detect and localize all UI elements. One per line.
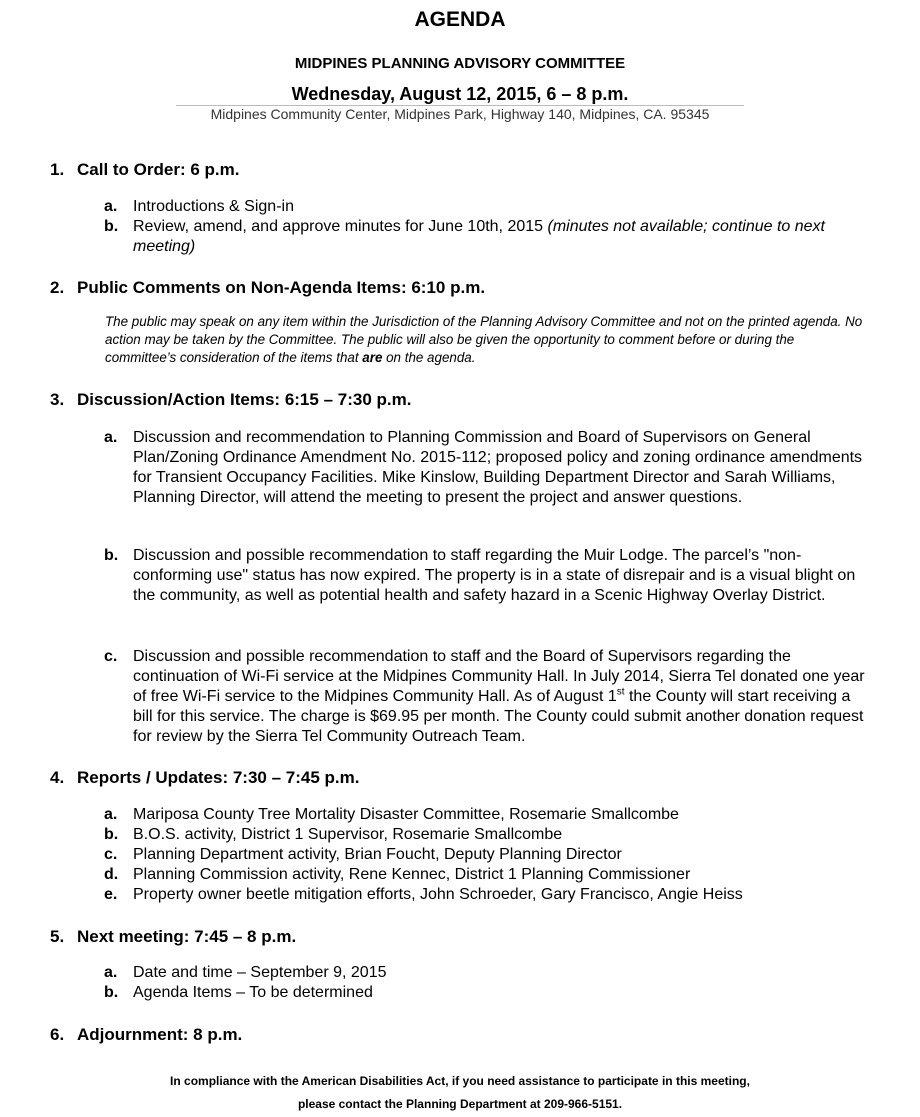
item-letter: b.	[104, 218, 119, 235]
public-comment-note: The public may speak on any item within the Jurisdiction of the Planning Advisory Committee and not on the printed agenda. No action may be taken by the Committee. The public will also be given the opportunity to comment before or during the committee’s consideration of the items that are on the agenda.	[105, 314, 863, 365]
item-text: Planning Department activity, Brian Foucht, Deputy Planning Director	[133, 846, 622, 863]
item-text: B.O.S. activity, District 1 Supervisor, Rosemarie Smallcombe	[133, 826, 563, 843]
section-title: Public Comments on Non-Agenda Items: 6:10 p.m.	[77, 278, 486, 297]
item-letter: a.	[104, 429, 118, 446]
item-letter: c.	[104, 648, 118, 665]
item-letter: e.	[104, 886, 118, 903]
section-reports-updates	[50, 768, 359, 788]
item-text: Mariposa County Tree Mortality Disaster Committee, Rosemarie Smallcombe	[133, 806, 679, 823]
section-next-meeting	[50, 927, 296, 947]
item-letter: b.	[104, 547, 119, 564]
meeting-date: Wednesday, August 12, 2015, 6 – 8 p.m.	[291, 84, 629, 104]
section-title: Discussion/Action Items: 6:15 – 7:30 p.m.	[77, 390, 412, 409]
list-item	[104, 845, 874, 865]
section-title: Reports / Updates: 7:30 – 7:45 p.m.	[77, 768, 360, 787]
section-number: 3.	[50, 390, 65, 409]
item-text: Planning Commission activity, Rene Kennec, District 1 Planning Commissioner	[133, 866, 691, 883]
item-text: Property owner beetle mitigation efforts, John Schroeder, Gary Francisco, Angie Heiss	[133, 886, 743, 903]
note-emphasis: are	[362, 350, 383, 365]
section-number: 1.	[50, 160, 65, 179]
list-item	[104, 963, 874, 983]
list-item	[104, 825, 874, 845]
section-number: 6.	[50, 1025, 65, 1044]
item-text: Introductions & Sign-in	[133, 198, 294, 215]
section-title: Call to Order: 6 p.m.	[77, 160, 240, 179]
superscript: st	[616, 686, 625, 698]
section-title: Next meeting: 7:45 – 8 p.m.	[77, 927, 297, 946]
ada-notice-line-2: please contact the Planning Department at 209-966-5151.	[297, 1097, 623, 1111]
item-letter: b.	[104, 984, 119, 1001]
item-letter: a.	[104, 964, 118, 981]
section-number: 4.	[50, 768, 65, 787]
item-letter: a.	[104, 806, 118, 823]
item-text: Discussion and possible recommendation to staff and the Board of Supervisors regarding the continuation of Wi-Fi service at the Midpines Community Hall. In July 2014, Sierra Tel donated one year of free Wi-Fi service to the Midpines Community Hall. As of August 1	[133, 648, 865, 705]
item-text: Date and time – September 9, 2015	[133, 964, 387, 981]
section-number: 5.	[50, 927, 65, 946]
document-title: AGENDA	[414, 8, 506, 31]
list-item	[104, 428, 874, 508]
list-item	[104, 217, 874, 257]
list-item	[104, 546, 874, 606]
list-item	[104, 885, 874, 905]
item-text: Discussion and recommendation to Planning Commission and Board of Supervisors on General Plan/Zoning Ordinance Amendment No. 2015-112; proposed policy and zoning ordinance amendments for Transient Occupancy Facilities. Mike Kinslow, Building Department Director and Sarah Williams, Planning Director, will attend the meeting to present the project and answer questions.	[133, 429, 863, 506]
committee-name: MIDPINES PLANNING ADVISORY COMMITTEE	[294, 55, 626, 72]
list-item	[104, 865, 874, 885]
list-item	[104, 197, 874, 217]
section-discussion-action	[50, 390, 411, 410]
list-item	[104, 805, 874, 825]
item-italic-note: (minutes not available; continue to next meeting)	[133, 218, 825, 255]
section-adjournment	[50, 1025, 242, 1045]
item-letter: d.	[104, 866, 119, 883]
list-item: c. Discussion and possible recommendation to staff and the Board of Supervisors regarding the continuation of Wi-Fi service at the Midpines Community Hall. In July 2014, Sierra Tel donated one year of free Wi-Fi service to the Midpines Community Hall. As of August 1st the County will start receiving a bill for this service. The charge is $69.95 per month. The County could submit another donation request for review by the Sierra Tel Community Outreach Team.	[104, 648, 865, 745]
item-text: Review, amend, and approve minutes for June 10th, 2015	[133, 218, 548, 235]
section-title: Adjournment: 8 p.m.	[77, 1025, 243, 1044]
item-text: Agenda Items – To be determined	[133, 984, 373, 1001]
item-letter: c.	[104, 846, 118, 863]
section-public-comments	[50, 278, 485, 298]
section-number: 2.	[50, 278, 65, 297]
item-letter: a.	[104, 198, 118, 215]
list-item	[104, 983, 874, 1003]
section-call-to-order	[50, 160, 239, 180]
ada-notice-line-1: In compliance with the American Disabilities Act, if you need assistance to participate in this meeting,	[170, 1074, 750, 1088]
item-text: Discussion and possible recommendation to staff regarding the Muir Lodge. The parcel’s "non-conforming use" status has now expired. The property is in a state of disrepair and is a visual blight on the community, as well as potential health and safety hazard in a Scenic Highway Overlay District.	[133, 547, 856, 604]
item-letter: b.	[104, 826, 119, 843]
meeting-location: Midpines Community Center, Midpines Park, Highway 140, Midpines, CA. 95345	[210, 106, 710, 122]
